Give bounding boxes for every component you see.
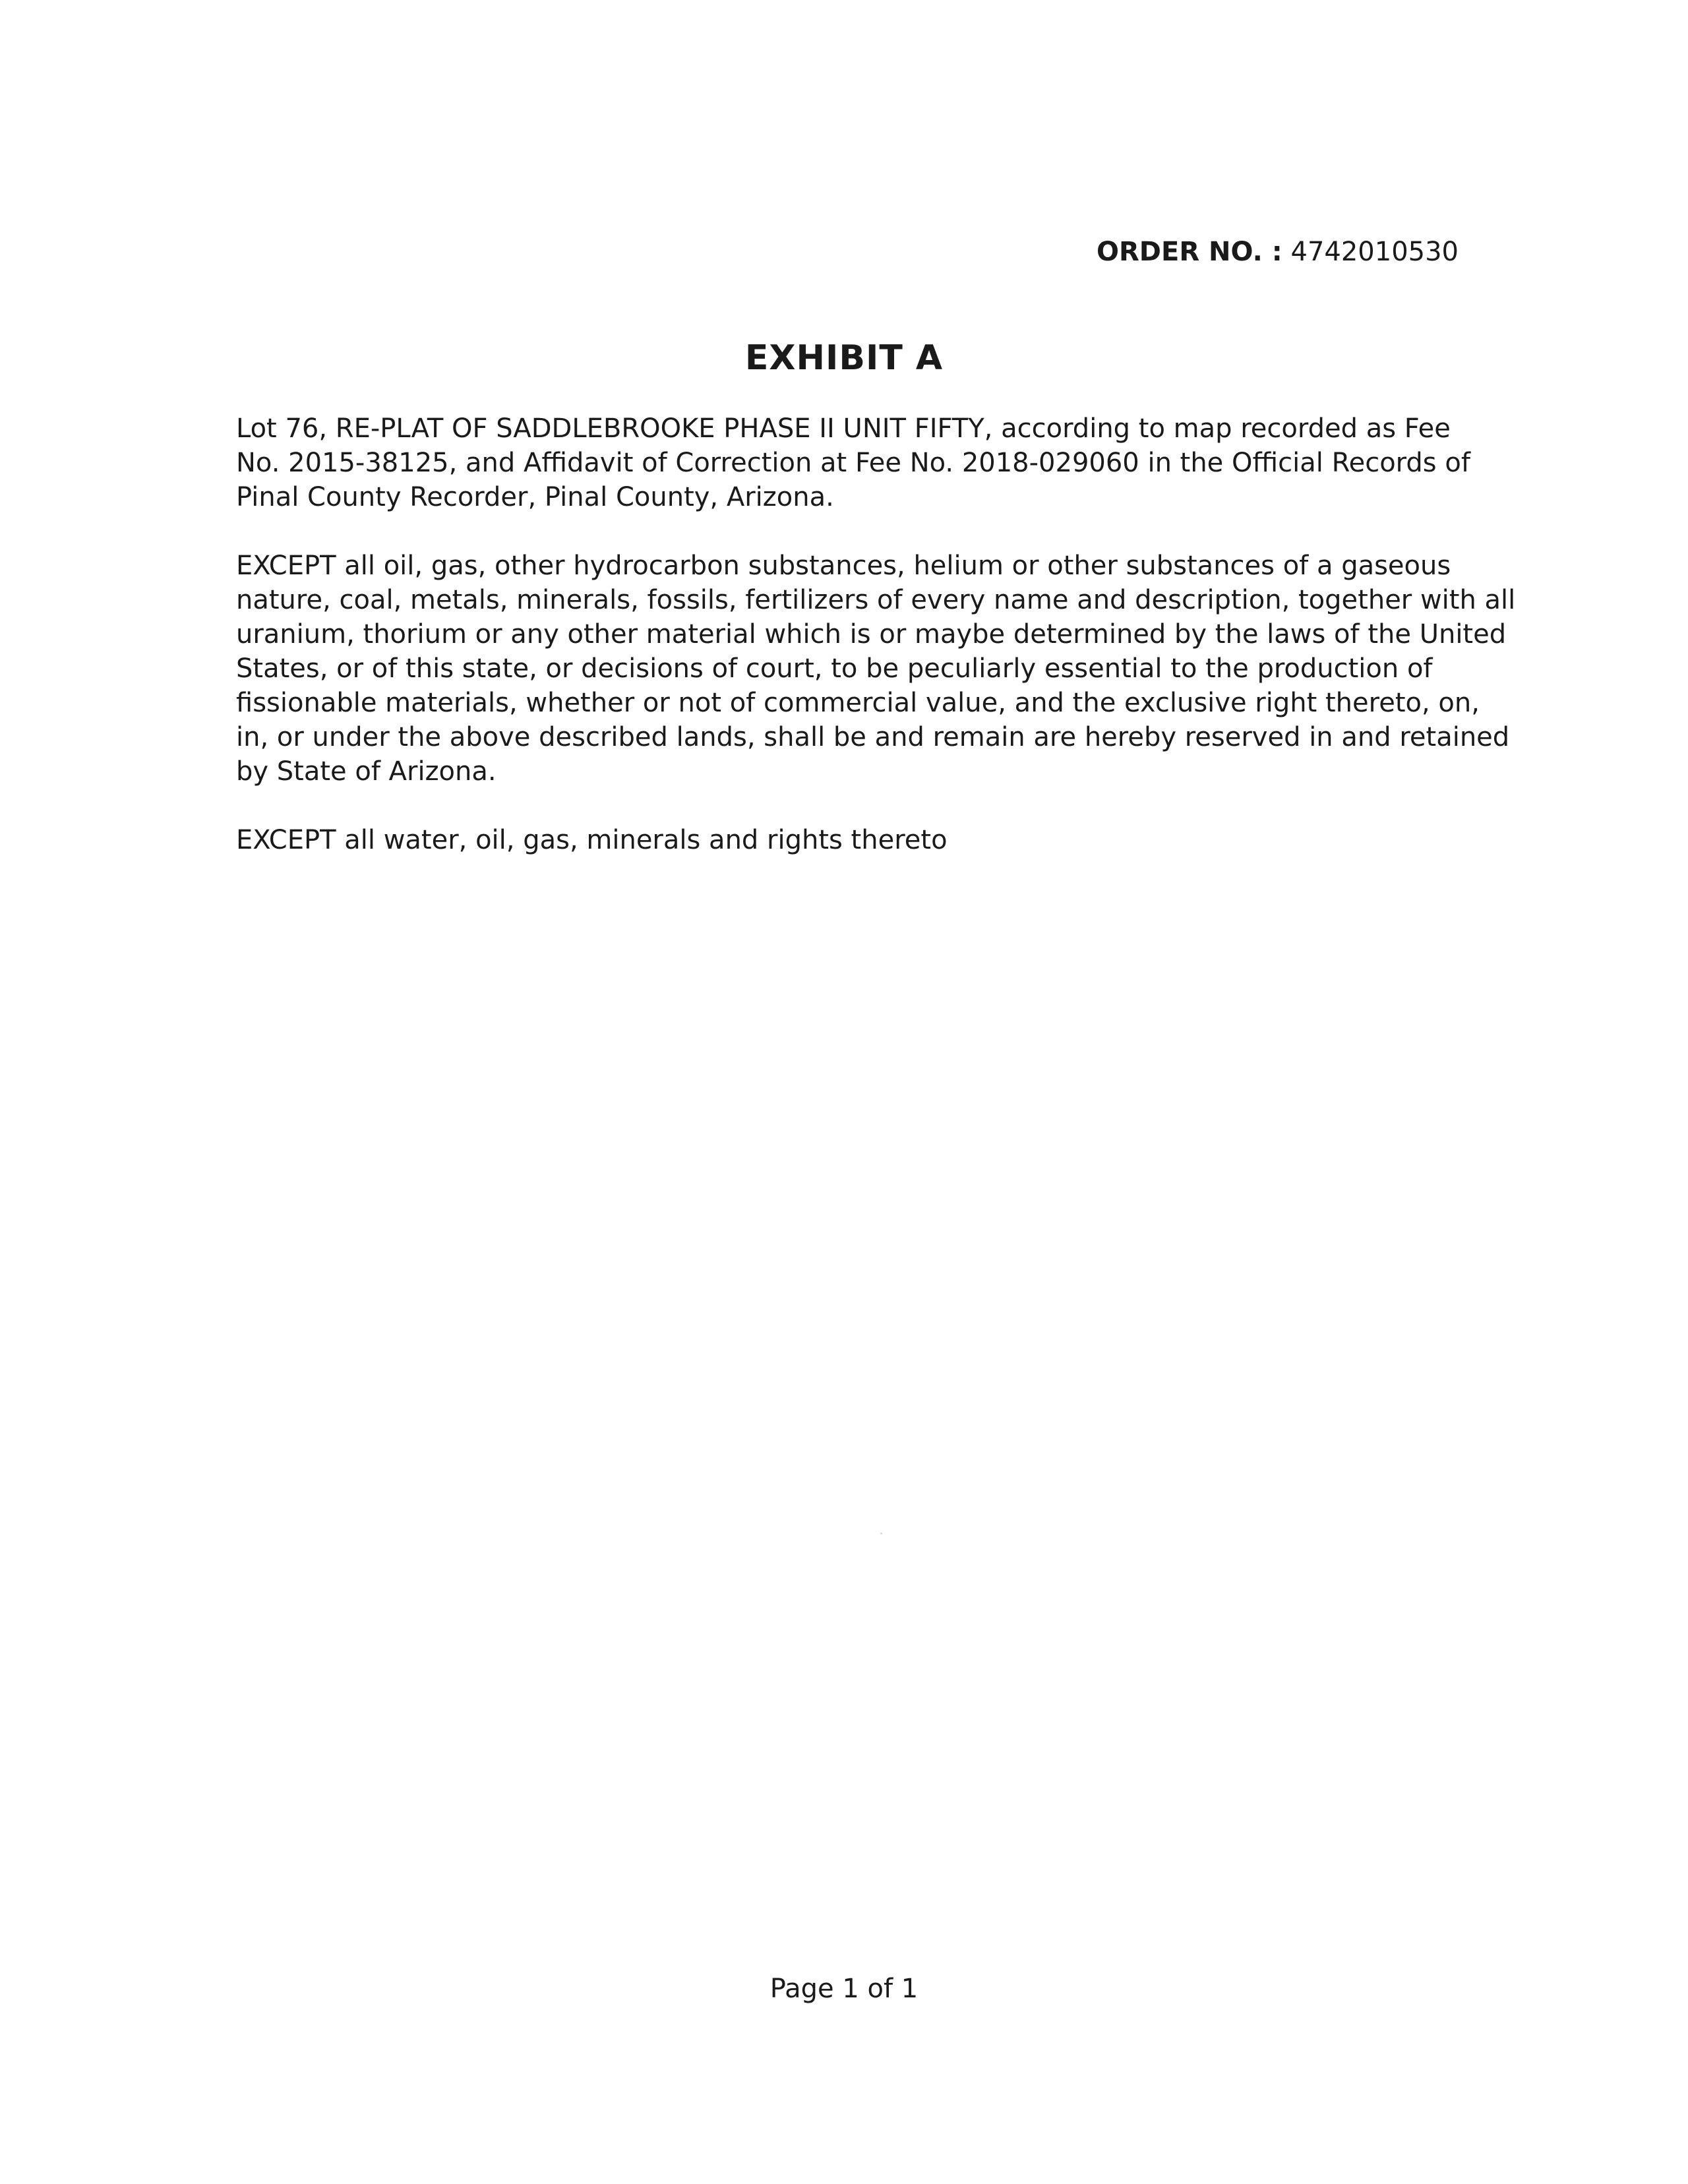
text-line: by State of Arizona. — [236, 756, 497, 787]
order-number-label: ORDER NO. : — [1097, 237, 1282, 267]
text-line: No. 2015-38125, and Affidavit of Correction at Fee No. 2018-029060 in the Official Records of — [236, 448, 1470, 478]
legal-description — [236, 411, 1516, 892]
water-exception-paragraph — [236, 823, 1476, 857]
lot-description-paragraph — [236, 411, 1476, 514]
text-line: uranium, thorium or any other material which is or maybe determined by the laws of the United — [236, 619, 1507, 650]
text-line: EXCEPT all water, oil, gas, minerals and rights thereto — [236, 825, 948, 855]
page-indicator: Page 1 of 1 — [769, 1974, 919, 2004]
scan-artifact — [880, 1532, 882, 1534]
text-line: States, or of this state, or decisions of court, to be peculiarly essential to the production of — [236, 653, 1433, 684]
text-line: fissionable materials, whether or not of commercial value, and the exclusive right thereto, on, — [236, 688, 1480, 718]
text-line: Lot 76, RE-PLAT OF SADDLEBROOKE PHASE II UNIT FIFTY, according to map recorded as Fee — [236, 413, 1451, 444]
text-line: EXCEPT all oil, gas, other hydrocarbon substances, helium or other substances of a gaseous — [236, 551, 1451, 581]
mineral-exception-paragraph — [236, 549, 1516, 789]
text-line: nature, coal, metals, minerals, fossils, fertilizers of every name and description, together with all — [236, 585, 1516, 615]
order-number-line — [1097, 235, 1459, 269]
text-line: in, or under the above described lands, shall be and remain are hereby reserved in and retained — [236, 722, 1510, 752]
exhibit-title: EXHIBIT A — [744, 338, 944, 378]
order-number-value: 4742010530 — [1290, 237, 1459, 267]
text-line: Pinal County Recorder, Pinal County, Arizona. — [236, 482, 834, 512]
